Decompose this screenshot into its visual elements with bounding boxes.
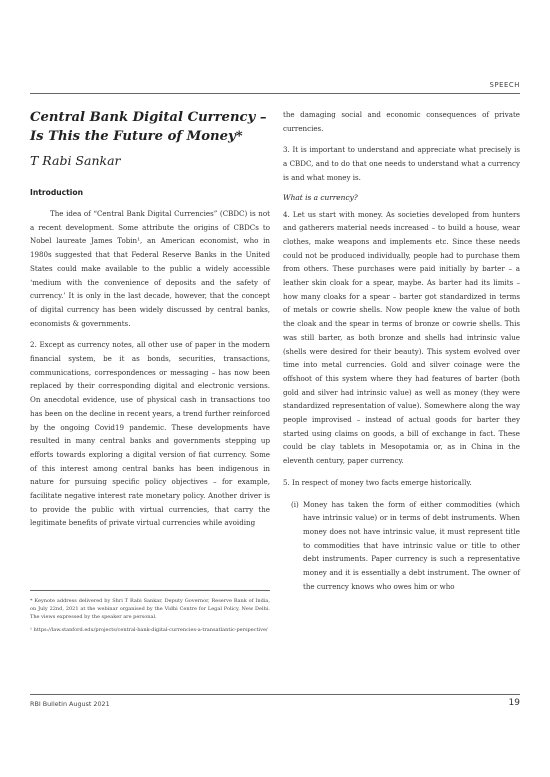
publication-name: RBI Bulletin August 2021 [30,700,110,708]
footnote-1[interactable]: ¹ https://law.stanford.edu/projects/central-bank-digital-currencies-a-transatlantic-perspective/ [30,627,268,633]
paragraph-3: 3. It is important to understand and appreciate what precisely is a CBDC, and to do that one needs to understand what a currency is and what money is. [283,145,520,182]
paragraph-2: 2. Except as currency notes, all other use of paper in the modern financial system, be it as bonds, securities, transactions, communications, correspondences or messaging – has now been replaced by their corresponding digital and electronic versions. On anecdotal evidence, use of physical cash in transactions too has been on the decline in recent years, a trend further reinforced by the ongoing Covid19 pandemic. These developments have resulted in many central banks and governments stepping up efforts towards exploring a digital version of fiat currency. Some of this interest among central banks has been indigenous in nature for pursuing specific policy objectives – for example, facilitate negative interest rate monetary policy. Another driver is to provide the public with virtual currencies, that carry the legitimate benefits of private virtual currencies while avoiding [30,340,270,528]
what-is-currency-heading: What is a currency? [283,192,358,202]
footnotes [30,590,270,639]
sub-point-i [291,498,520,594]
paragraph-continuation: the damaging social and economic consequences of private currencies. [283,110,520,133]
sub-point-marker: (i) [291,499,299,509]
header-divider [30,93,520,94]
sub-point-text: Money has taken the form of either commodities (which have intrinsic value) or in terms of debt instruments. When money does not have intrinsic value, it must represent title to commodities that have intrinsic value or title to other debt instruments. Paper currency is such a representative money and it is essentially a debt instrument. The owner of the currency knows who owes him or who [303,499,520,591]
paragraph-4: 4. Let us start with money. As societies developed from hunters and gatherers material needs increased – to build a house, wear clothes, make weapons and implements etc. Since these needs could not be produced individually, people had to purchase them from others. These purchases were paid initially by barter – a leather skin cloak for a spear, maybe. As barter had its limits – how many cloaks for a spear – barter got standardized in terms of metals or cowrie shells. Now people knew the value of both the cloak and the spear in terms of bronze or cowrie shells. This was still barter, as both bronze and shells had intrinsic value (shells were desired for their beauty). This system evolved over time into metal currencies. Gold and silver coinage were the offshoot of this system where they had features of barter (both gold and silver had intrinsic value) as well as money (they were standardized representation of value). Somewhere along the way people improvised – instead of actual goods for barter they started using claims on goods, a bill of exchange in fact. These could be clay tablets in Mesopotamia or, as in China in the eleventh century, paper currency. [283,209,520,466]
article-title: Central Bank Digital Currency – Is This the Future of Money* [30,110,267,144]
paragraph-5: 5. In respect of money two facts emerge historically. [283,477,472,487]
section-label: SPEECH [489,81,520,89]
left-column [30,108,270,538]
page-number: 19 [508,698,520,708]
intro-heading: Introduction [30,188,84,197]
author-name: T Rabi Sankar [30,153,121,168]
footer-divider [30,694,520,695]
footnote-star: * Keynote address delivered by Shri T Rabi Sankar, Deputy Governor, Reserve Bank of India, on July 22nd, 2021 at the webinar organised by the Vidhi Centre for Legal Policy, New Delhi. The views expressed by the speaker are personal. [30,598,270,620]
right-column [283,108,520,602]
paragraph-1: The idea of “Central Bank Digital Currencies” (CBDC) is not a recent development. Some attribute the origins of CBDCs to Nobel laureate James Tobin¹, an American economist, who in 1980s suggested that that Federal Reserve Banks in the United States could make available to the public a widely accessible ‘medium with the convenience of deposits and the safety of currency.’ It is only in the last decade, however, that the concept of digital currency has been widely discussed by central banks, economists & governments. [30,209,270,328]
